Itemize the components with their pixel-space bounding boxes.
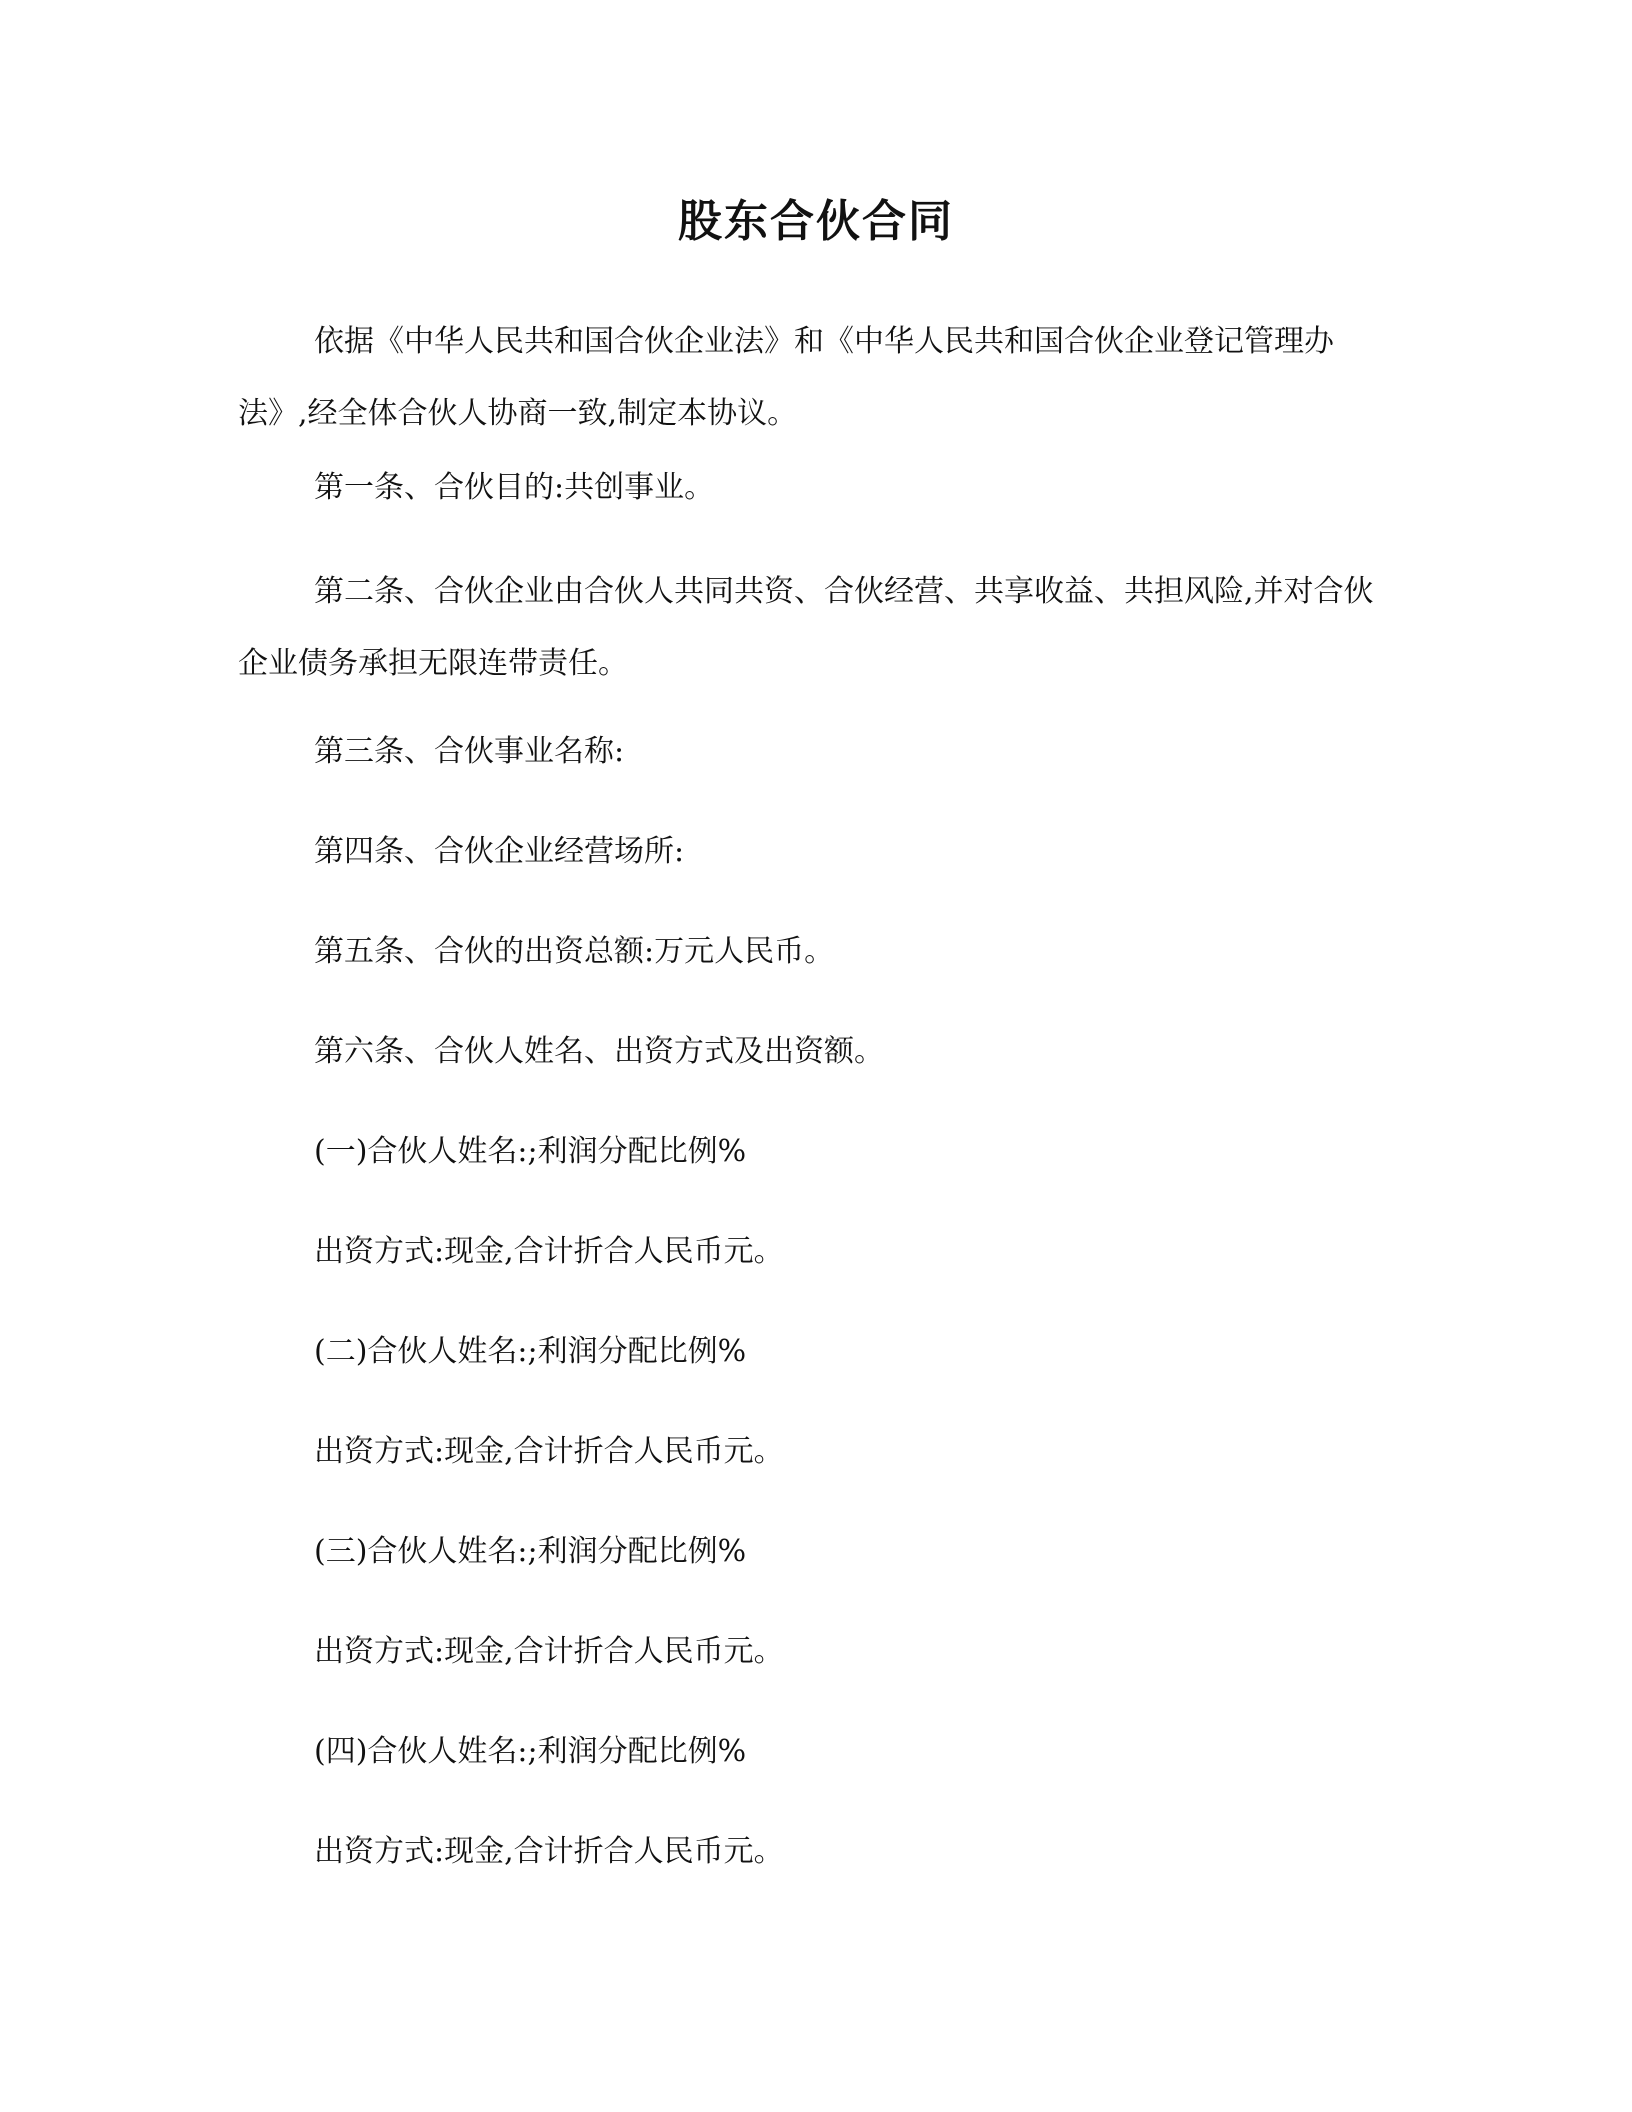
article-2: 第二条、合伙企业由合伙人共同共资、合伙经营、共享收益、共担风险,并对合伙企业债务承担无限连带责任。 [238, 574, 1374, 681]
partner-1-name-line: (一)合伙人姓名:;利润分配比例% [314, 1134, 747, 1169]
partner-1-contribution-line: 出资方式:现金,合计折合人民币元。 [314, 1234, 784, 1269]
article-3: 第三条、合伙事业名称: [314, 734, 625, 769]
article-4: 第四条、合伙企业经营场所: [314, 834, 685, 869]
intro-paragraph: 依据《中华人民共和国合伙企业法》和《中华人民共和国合伙企业登记管理办法》,经全体合伙人协商一致,制定本协议。 [238, 324, 1334, 431]
partner-3-name-line: (三)合伙人姓名:;利润分配比例% [314, 1534, 747, 1569]
partner-2-contribution-line: 出资方式:现金,合计折合人民币元。 [314, 1434, 784, 1469]
partner-4-name-line: (四)合伙人姓名:;利润分配比例% [314, 1734, 747, 1769]
article-5: 第五条、合伙的出资总额:万元人民币。 [314, 934, 835, 969]
article-1: 第一条、合伙目的:共创事业。 [314, 470, 715, 505]
document-title: 股东合伙合同 [678, 196, 954, 247]
partner-4-contribution-line: 出资方式:现金,合计折合人民币元。 [314, 1834, 784, 1869]
article-6: 第六条、合伙人姓名、出资方式及出资额。 [314, 1034, 884, 1069]
partner-3-contribution-line: 出资方式:现金,合计折合人民币元。 [314, 1634, 784, 1669]
partner-2-name-line: (二)合伙人姓名:;利润分配比例% [314, 1334, 747, 1369]
